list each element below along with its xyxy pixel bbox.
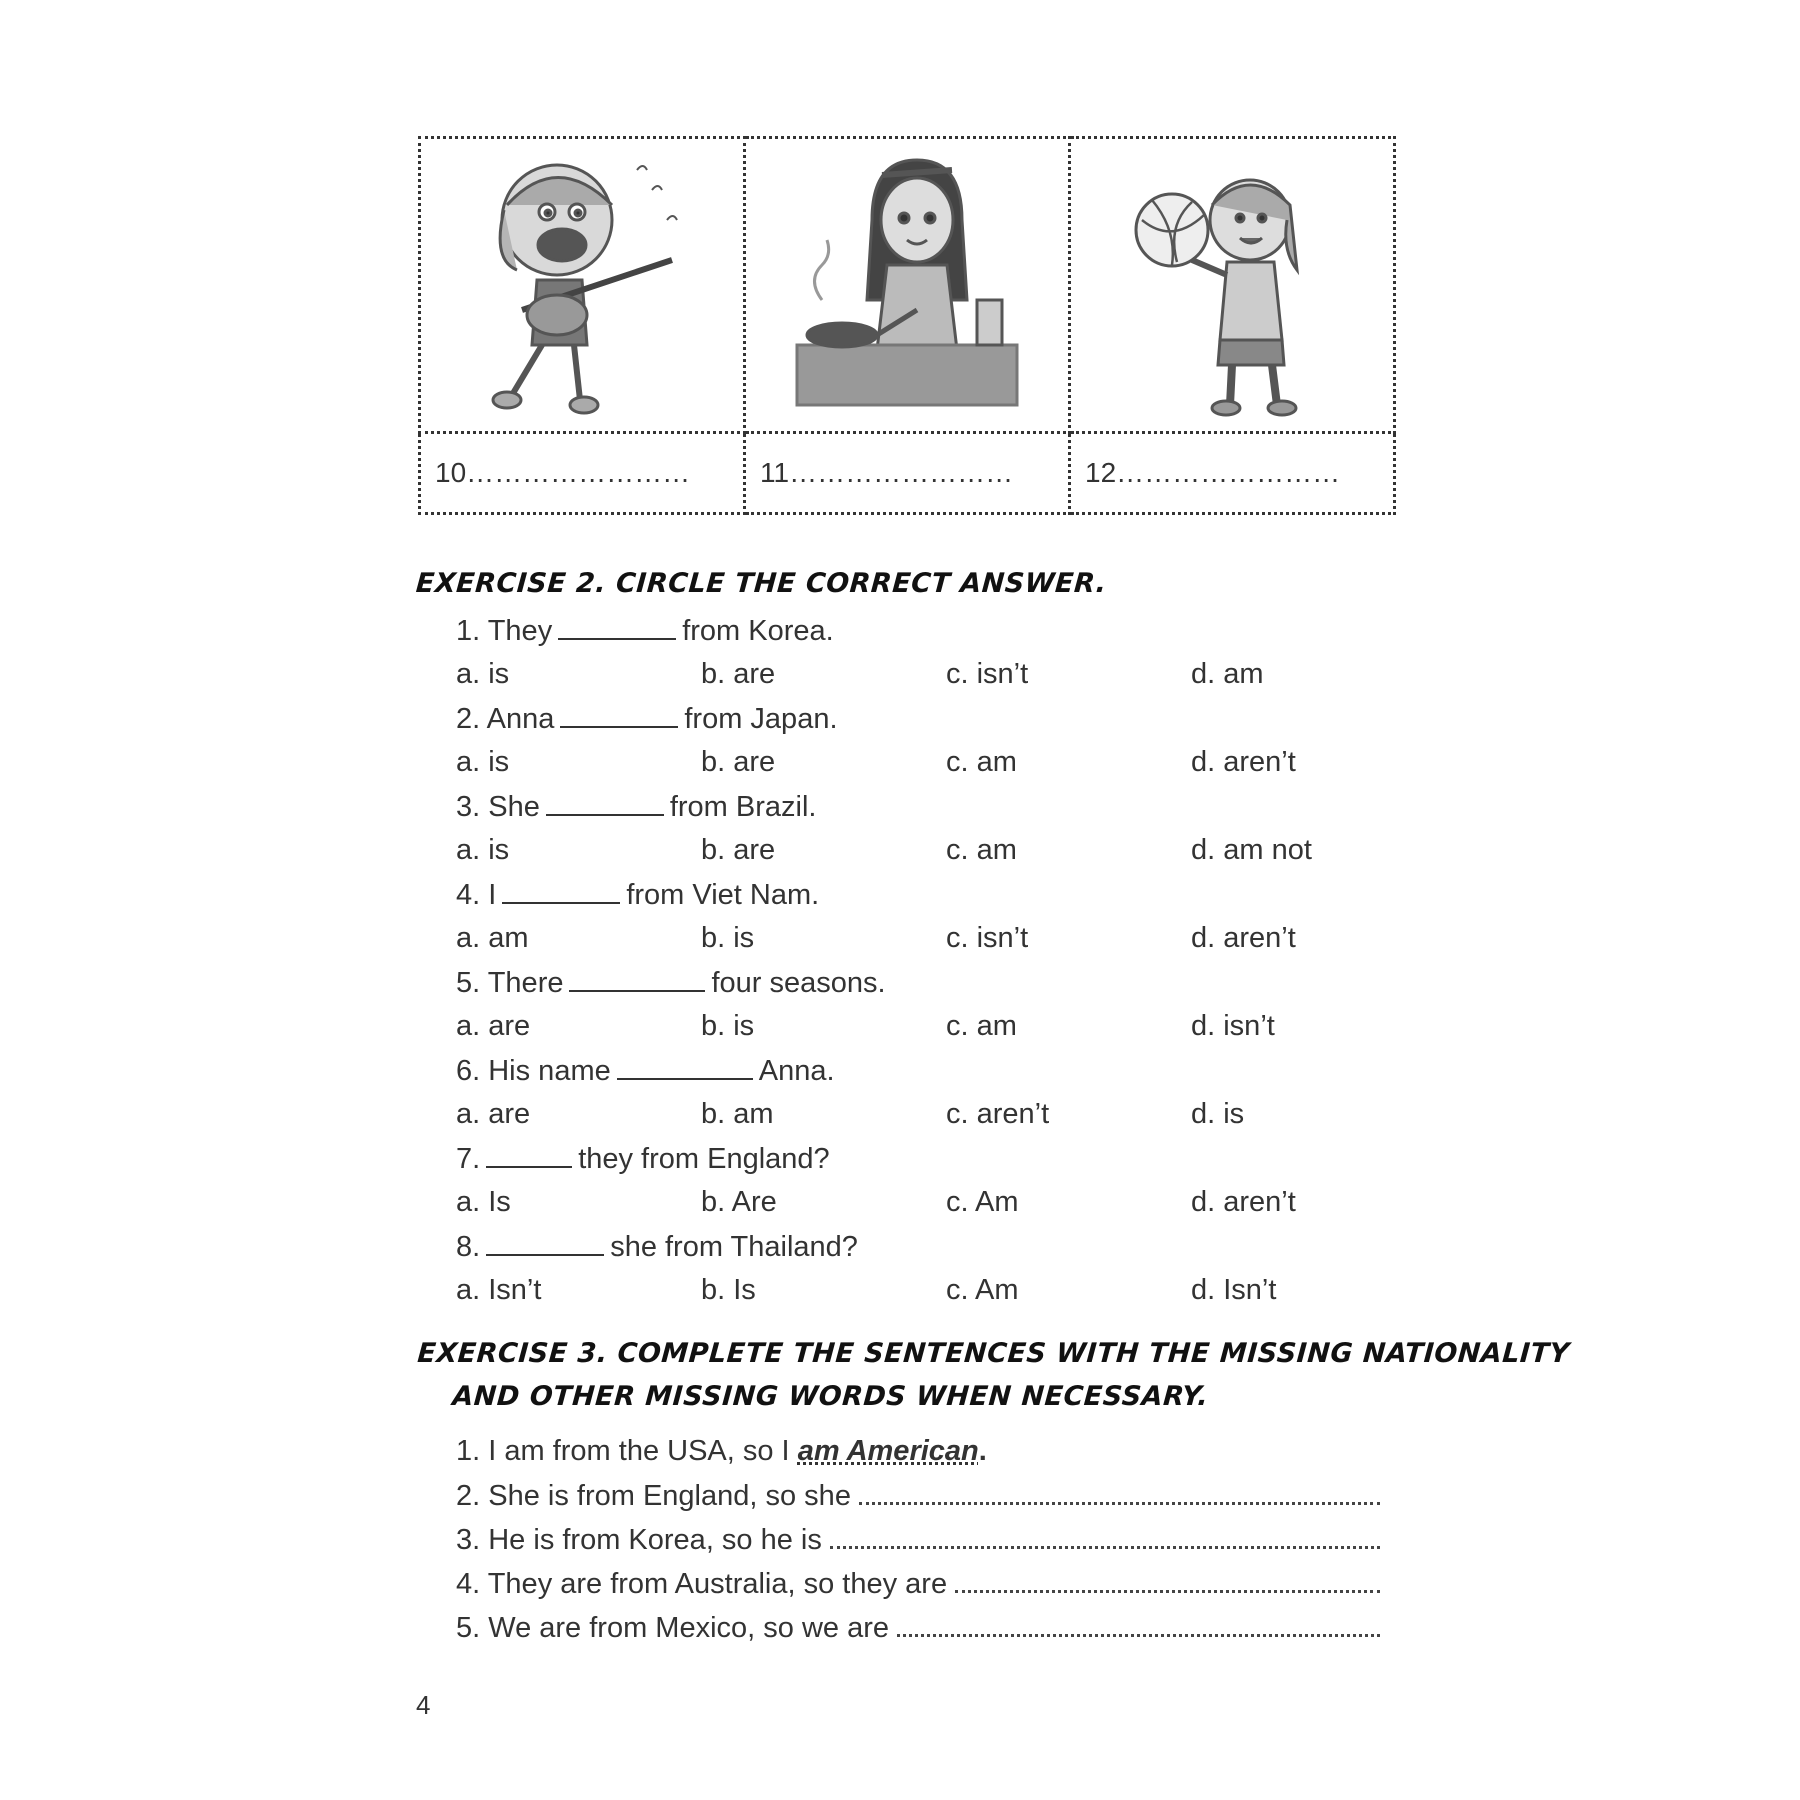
option-a[interactable]: a. is (456, 834, 510, 866)
option-b[interactable]: b. Is (701, 1274, 756, 1306)
option-c[interactable]: c. aren’t (946, 1098, 1050, 1130)
answer-blank[interactable] (558, 614, 676, 640)
option-a[interactable]: a. am (456, 922, 529, 954)
option-b[interactable]: b. is (701, 922, 755, 954)
question-text-after: from Japan. (684, 703, 838, 735)
example-prefix: 1. I am from the USA, so I (456, 1435, 790, 1467)
example-answer: am American (797, 1435, 979, 1467)
option-d[interactable]: d. is (1191, 1098, 1245, 1130)
option-a[interactable]: a. are (456, 1010, 531, 1042)
answer-blank-11[interactable]: 11…………………… (745, 433, 1070, 514)
exercise-3-title-line1: EXERCISE 3. COMPLETE THE SENTENCES WITH THE MISSING NATIONALITY (416, 1338, 1571, 1369)
option-d[interactable]: d. aren’t (1191, 922, 1296, 954)
option-d[interactable]: d. am not (1191, 834, 1312, 866)
question-text-before: 4. I (456, 879, 497, 911)
sentence-4 (456, 1568, 1380, 1601)
girl-playing-volleyball-icon (1132, 150, 1332, 420)
exercise-3-example (456, 1435, 987, 1468)
sentence-text: 4. They are from Australia, so they are (456, 1568, 948, 1600)
exercise-3-title-line2: AND OTHER MISSING WORDS WHEN NECESSARY. (451, 1381, 1210, 1412)
picture-cell-11 (745, 138, 1070, 433)
picture-table (418, 136, 1396, 515)
option-d[interactable]: d. Isn’t (1191, 1274, 1277, 1306)
answer-blank[interactable] (486, 1142, 572, 1168)
option-a[interactable]: a. are (456, 1098, 531, 1130)
answer-dotted-line[interactable] (955, 1570, 1380, 1593)
option-b[interactable]: b. am (701, 1098, 774, 1130)
options-row-7 (456, 1186, 1356, 1222)
sentence-5 (456, 1612, 1380, 1645)
page-number: 4 (416, 1690, 431, 1720)
question-5 (456, 966, 886, 1000)
options-row-5 (456, 1010, 1356, 1046)
answer-dotted-line[interactable] (859, 1482, 1380, 1505)
option-c[interactable]: c. am (946, 834, 1017, 866)
question-text-before: 7. (456, 1143, 481, 1175)
question-text-after: four seasons. (711, 967, 886, 999)
sentence-text: 5. We are from Mexico, so we are (456, 1612, 890, 1644)
question-text-after: from Brazil. (669, 791, 817, 823)
question-text-before: 2. Anna (456, 703, 555, 735)
options-row-8 (456, 1274, 1356, 1310)
answer-blank-12[interactable]: 12…………………… (1070, 433, 1395, 514)
sentence-2 (456, 1480, 1380, 1513)
option-b[interactable]: b. are (701, 834, 776, 866)
option-a[interactable]: a. is (456, 746, 510, 778)
option-b[interactable]: b. are (701, 658, 776, 690)
option-a[interactable]: a. Is (456, 1186, 511, 1218)
answer-blank[interactable] (569, 966, 705, 992)
question-text-before: 3. She (456, 791, 540, 823)
girl-playing-guitar-icon (462, 150, 702, 420)
sentence-text: 3. He is from Korea, so he is (456, 1524, 822, 1556)
options-row-1 (456, 658, 1356, 694)
answer-dotted-line[interactable] (830, 1526, 1380, 1549)
option-d[interactable]: d. aren’t (1191, 746, 1296, 778)
options-row-2 (456, 746, 1356, 782)
option-c[interactable]: c. isn’t (946, 658, 1029, 690)
picture-cell-10 (420, 138, 745, 433)
question-text-before: 6. His name (456, 1055, 611, 1087)
sentence-text: 2. She is from England, so she (456, 1480, 851, 1512)
answer-blank[interactable] (502, 878, 620, 904)
answer-blank[interactable] (560, 702, 678, 728)
question-8 (456, 1230, 858, 1264)
option-b[interactable]: b. are (701, 746, 776, 778)
question-text-before: 1. They (456, 615, 553, 647)
question-7 (456, 1142, 830, 1176)
question-2 (456, 702, 838, 736)
options-row-6 (456, 1098, 1356, 1134)
answer-blank[interactable] (617, 1054, 753, 1080)
options-row-3 (456, 834, 1356, 870)
option-c[interactable]: c. Am (946, 1186, 1019, 1218)
question-1 (456, 614, 834, 648)
girl-cooking-icon (777, 150, 1037, 420)
question-4 (456, 878, 819, 912)
option-a[interactable]: a. Isn’t (456, 1274, 542, 1306)
option-c[interactable]: c. am (946, 1010, 1017, 1042)
exercise-2-title: EXERCISE 2. CIRCLE THE CORRECT ANSWER. (414, 568, 1108, 599)
question-3 (456, 790, 816, 824)
question-text-before: 5. There (456, 967, 564, 999)
example-end: . (978, 1435, 987, 1467)
question-text-after: they from England? (578, 1143, 830, 1175)
question-text-before: 8. (456, 1231, 481, 1263)
option-d[interactable]: d. am (1191, 658, 1264, 690)
option-b[interactable]: b. is (701, 1010, 755, 1042)
question-text-after: from Korea. (682, 615, 834, 647)
question-text-after: Anna. (758, 1055, 835, 1087)
sentence-3 (456, 1524, 1380, 1557)
option-a[interactable]: a. is (456, 658, 510, 690)
question-6 (456, 1054, 835, 1088)
option-d[interactable]: d. aren’t (1191, 1186, 1296, 1218)
picture-cell-12 (1070, 138, 1395, 433)
answer-blank[interactable] (546, 790, 664, 816)
option-c[interactable]: c. Am (946, 1274, 1019, 1306)
option-c[interactable]: c. am (946, 746, 1017, 778)
option-b[interactable]: b. Are (701, 1186, 777, 1218)
question-text-after: she from Thailand? (610, 1231, 858, 1263)
question-text-after: from Viet Nam. (626, 879, 820, 911)
option-c[interactable]: c. isn’t (946, 922, 1029, 954)
answer-dotted-line[interactable] (897, 1614, 1380, 1637)
options-row-4 (456, 922, 1356, 958)
exercise-3-title (413, 1338, 1570, 1412)
answer-blank-10[interactable]: 10…………………… (420, 433, 745, 514)
answer-blank[interactable] (486, 1230, 604, 1256)
option-d[interactable]: d. isn’t (1191, 1010, 1275, 1042)
